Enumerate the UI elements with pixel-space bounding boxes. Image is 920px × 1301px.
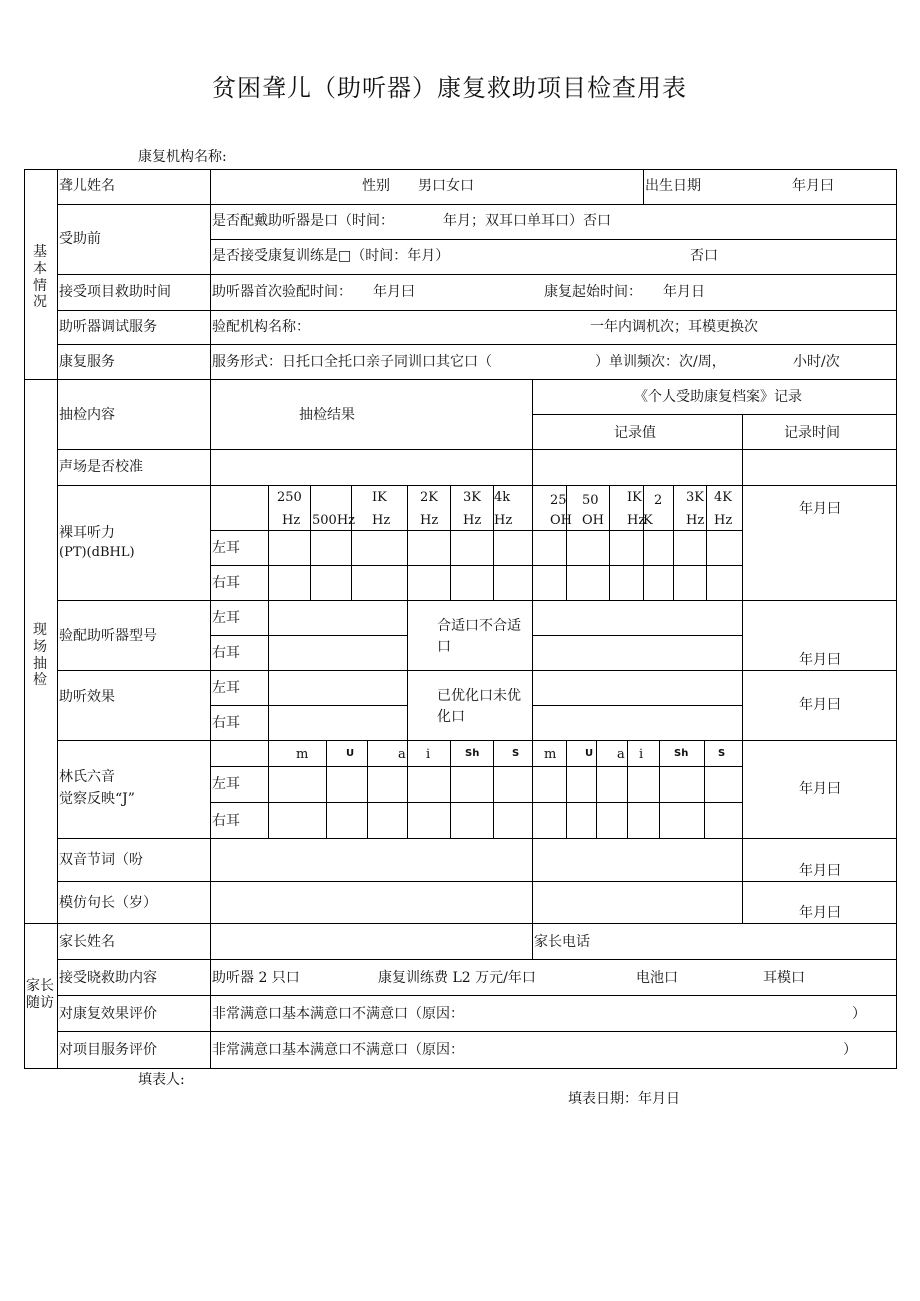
imitate-label: 模仿句长（岁）	[59, 895, 157, 911]
accept-time-label: 接受项目救助时间	[59, 284, 171, 300]
aid-model-date: 年月曰	[799, 652, 841, 668]
ling-right-m: m	[544, 747, 557, 762]
rehab-eval-close: ）	[852, 1006, 866, 1022]
aid-content-label: 接受晓救助内容	[59, 970, 157, 986]
birth-date-label: 出生日期	[645, 178, 701, 194]
birth-date-value: 年月曰	[792, 178, 834, 194]
freq-left-2k-b: Hz	[420, 513, 439, 528]
debug-frequency: 一年内调机次；耳模更换次	[590, 319, 758, 335]
freq-right-500-b: OH	[582, 513, 604, 528]
rehab-hours: 小时/次	[793, 354, 840, 370]
ling-right-s: S	[718, 748, 726, 759]
first-fit-time: 助听器首次验配时间： 年月曰	[212, 284, 415, 300]
aid-effect-right-ear: 右耳	[212, 715, 240, 731]
section-onsite-label: 现场抽检	[33, 622, 47, 689]
freq-left-250-b: Hz	[282, 513, 301, 528]
aid-effect-label: 助听效果	[59, 689, 115, 705]
ling-right-sh: Sh	[674, 748, 689, 759]
filler-label: 填表人:	[138, 1072, 185, 1088]
ling-label-line2: 觉察反映“J”	[59, 791, 135, 807]
ling-left-a: a	[398, 747, 406, 762]
fit-status-line2: 口	[437, 639, 451, 655]
freq-right-3k-a: 3K	[686, 490, 704, 505]
freq-left-3k-a: 3K	[463, 490, 481, 505]
section-basic-label: 基本情况	[33, 244, 47, 311]
ling-left-s: S	[512, 748, 520, 759]
ling-right-u: U	[585, 748, 594, 759]
rehab-eval-label: 对康复效果评价	[59, 1006, 157, 1022]
freq-right-500-a: 50	[582, 493, 599, 508]
ling-right-ear: 右耳	[212, 813, 240, 829]
child-name-label: 聋儿姓名	[59, 178, 115, 194]
page-title: 贫困聋儿（助听器）康复救助项目检查用表	[212, 74, 687, 102]
institution-label: 康复机构名称:	[138, 149, 227, 165]
record-value-label: 记录值	[614, 425, 656, 441]
service-eval-close: ）	[843, 1042, 857, 1058]
service-eval-label: 对项目服务评价	[59, 1042, 157, 1058]
freq-left-4k-b: Hz	[494, 513, 513, 528]
freq-right-4k-b: Hz	[714, 513, 733, 528]
freq-right-2k-b: K	[643, 513, 653, 528]
section-followup-label: 家长随访	[26, 978, 54, 1011]
aid-model-label: 验配助听器型号	[59, 628, 157, 644]
optimize-status-line2: 化口	[437, 709, 465, 725]
rehab-service-label: 康复服务	[59, 354, 115, 370]
freq-left-4k-a: 4k	[494, 490, 511, 505]
parent-name-label: 家长姓名	[59, 934, 115, 950]
debug-service-label: 助听器调试服务	[59, 319, 157, 335]
ling-left-m: m	[296, 747, 309, 762]
ling-right-a: a	[617, 747, 625, 762]
archive-record-label: 《个人受助康复档案》记录	[634, 389, 802, 405]
aid-model-right-ear: 右耳	[212, 645, 240, 661]
parent-phone-label: 家长电话	[534, 934, 590, 950]
freq-left-250-a: 250	[277, 490, 302, 505]
hearing-record-date: 年月曰	[799, 501, 841, 517]
fit-status-line1: 合适口不合适	[437, 618, 521, 634]
rehab-service-form: 服务形式：日托口全托口亲子同训口其它口（	[212, 354, 492, 370]
hearing-label: 裸耳听力	[59, 525, 115, 541]
freq-left-1k-b: Hz	[372, 513, 391, 528]
freq-right-1k-a: IK	[627, 490, 642, 505]
content-rehab-fee: 康复训练费 L2 万元/年口	[378, 970, 536, 986]
ling-label-line1: 林氏六音	[59, 769, 115, 785]
content-ear-mold: 耳模口	[763, 970, 805, 986]
gender-field: 性别 男口女口	[362, 178, 474, 194]
rehab-start-time: 康复起始时间： 年月日	[544, 284, 705, 300]
debug-institution: 验配机构名称：	[212, 319, 310, 335]
content-hearing-aid: 助听器 2 只口	[212, 970, 300, 986]
before-aid-rehab: 是否接受康复训练是□（时间：年月）	[212, 248, 450, 264]
ling-left-i: i	[426, 747, 431, 762]
rehab-frequency: ）单训频次：次/周，	[595, 354, 726, 370]
freq-right-250-b: OH	[550, 513, 572, 528]
aid-model-left-ear: 左耳	[212, 610, 240, 626]
freq-right-1k-b: Hz	[627, 513, 646, 528]
ling-left-u: U	[346, 748, 355, 759]
freq-right-2k-a: 2	[654, 493, 663, 508]
inspect-result-label: 抽检结果	[299, 407, 355, 423]
rehab-eval-options: 非常满意口基本满意口不满意口（原因：	[212, 1006, 464, 1022]
hearing-unit-label: (PT)(dBHL)	[59, 545, 135, 560]
ling-right-i: i	[639, 747, 644, 762]
ling-record-date: 年月曰	[799, 781, 841, 797]
disyllable-date: 年月曰	[799, 863, 841, 879]
freq-left-500-b: 500Hz	[312, 513, 355, 528]
inspect-content-label: 抽检内容	[59, 407, 115, 423]
ling-left-sh: Sh	[465, 748, 480, 759]
record-time-label: 记录时间	[784, 425, 840, 441]
before-aid-hearing-aid: 是否配戴助听器是口（时间： 年月；双耳口单耳口）否口	[212, 213, 611, 229]
service-eval-options: 非常满意口基本满意口不满意口（原因：	[212, 1042, 464, 1058]
freq-right-3k-b: Hz	[686, 513, 705, 528]
freq-left-3k-b: Hz	[463, 513, 482, 528]
before-aid-no: 否口	[690, 248, 718, 264]
before-aid-label: 受助前	[59, 231, 101, 247]
hearing-left-ear: 左耳	[212, 540, 240, 556]
disyllable-label: 双音节词（吩	[59, 852, 143, 868]
freq-right-250-a: 25	[550, 493, 567, 508]
content-battery: 电池口	[636, 970, 678, 986]
calibration-label: 声场是否校准	[59, 459, 143, 475]
freq-left-2k-a: 2K	[420, 490, 438, 505]
imitate-date: 年月曰	[799, 905, 841, 921]
freq-right-4k-a: 4K	[714, 490, 732, 505]
aid-effect-left-ear: 左耳	[212, 680, 240, 696]
optimize-status-line1: 已优化口未优	[437, 688, 521, 704]
aid-effect-date: 年月曰	[799, 697, 841, 713]
freq-left-1k-a: IK	[372, 490, 387, 505]
fill-date-label: 填表日期：年月日	[568, 1091, 680, 1107]
ling-left-ear: 左耳	[212, 776, 240, 792]
hearing-right-ear: 右耳	[212, 575, 240, 591]
